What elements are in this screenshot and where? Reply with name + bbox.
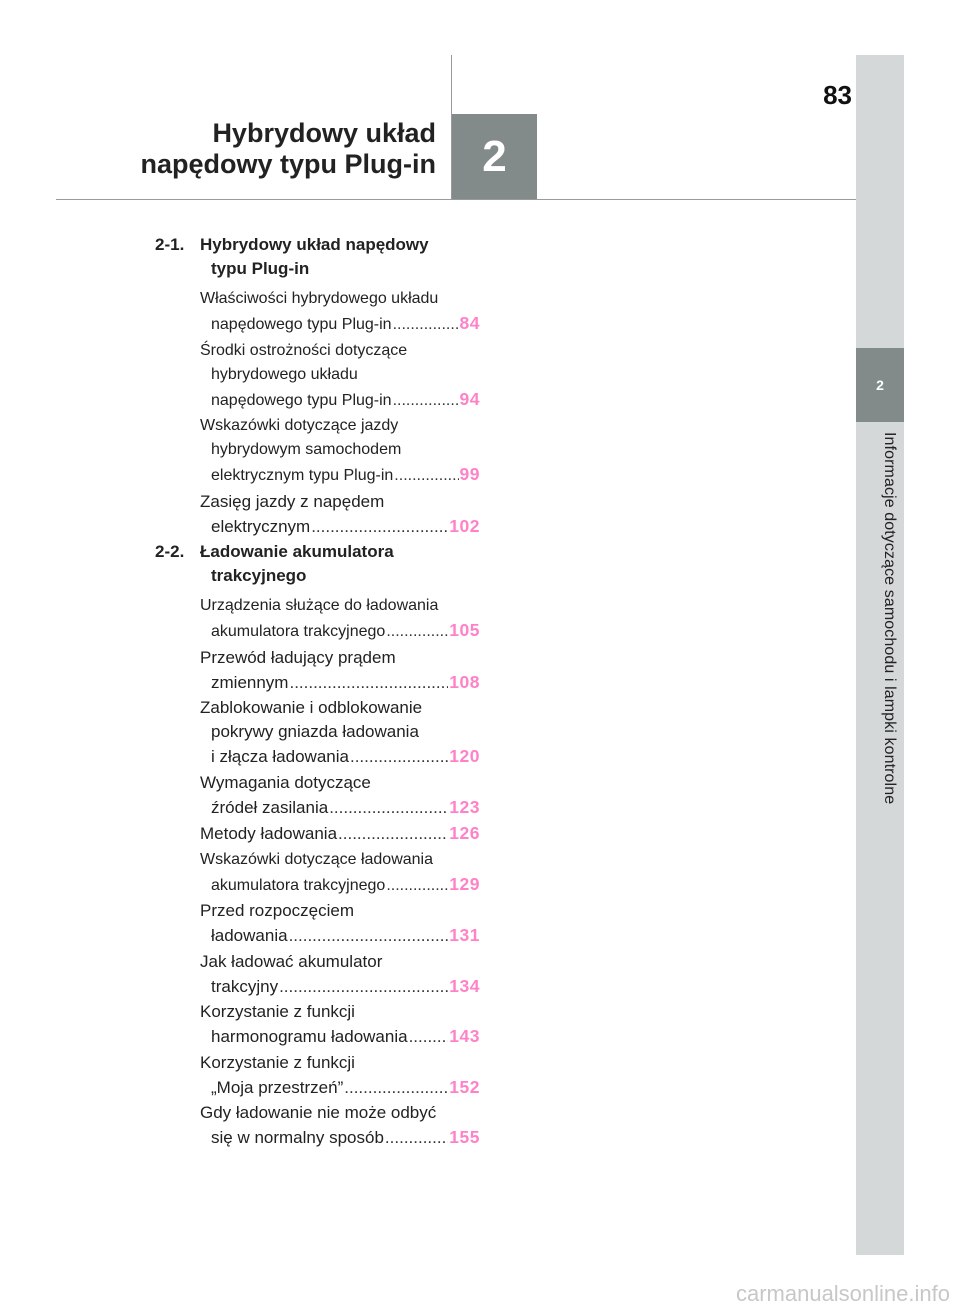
toc-entry-text: Przed rozpoczęciem (200, 901, 355, 920)
chapter-number-box: 2 (452, 114, 537, 199)
toc-page-link[interactable]: 126 (449, 823, 480, 843)
toc-section-title[interactable]: Hybrydowy układ napędowy (200, 235, 429, 254)
dot-leader (394, 464, 458, 488)
toc-section-title[interactable]: typu Plug-in (211, 259, 310, 278)
toc-entry-text: hybrydowym samochodem (211, 441, 402, 458)
toc-entry[interactable] (200, 339, 480, 413)
toc-page-link[interactable]: 105 (449, 620, 480, 640)
dot-leader (329, 796, 448, 820)
toc-entry-text: Jak ładować akumulator (200, 951, 383, 971)
dot-leader (386, 620, 448, 644)
side-tab-number[interactable]: 2 (856, 348, 904, 422)
toc-page-link[interactable]: 99 (459, 464, 480, 484)
toc-entry[interactable] (200, 771, 480, 820)
toc-page-link[interactable]: 102 (449, 515, 480, 536)
toc-entry[interactable] (200, 1000, 480, 1049)
dot-leader (350, 745, 448, 769)
dot-leader (385, 1126, 448, 1150)
toc-entry-text: Przewód ładujący prądem (200, 647, 396, 667)
toc-section (155, 540, 480, 588)
toc-entry-text: Wskazówki dotyczące jazdy (200, 417, 399, 434)
toc-entry-text: ładowania (211, 926, 288, 945)
toc-entry[interactable] (200, 1051, 480, 1100)
toc-entry[interactable] (200, 594, 480, 644)
toc-page-link[interactable]: 134 (449, 975, 480, 996)
toc-entry-text: elektrycznym typu Plug-in (211, 467, 394, 484)
toc-entry-text: Gdy ładowanie nie może odbyć (200, 1103, 437, 1122)
toc-entry-text: źródeł zasilania (211, 797, 329, 817)
toc-entry-text: Wymagania dotyczące (200, 772, 371, 792)
dot-leader (338, 822, 448, 846)
toc-section-title[interactable]: Ładowanie akumulatora (200, 542, 394, 561)
header-divider-horizontal (56, 199, 856, 200)
toc-entry-text: hybrydowego układu (211, 365, 358, 383)
watermark: carmanualsonline.info (735, 1281, 950, 1306)
toc-entry-text: Zasięg jazdy z napędem (200, 491, 385, 511)
toc-entry-text: napędowego typu Plug-in (211, 316, 392, 333)
toc-entry[interactable] (200, 899, 480, 948)
dot-leader (344, 1076, 448, 1100)
toc-section-number: 2-2. (155, 542, 185, 561)
toc-entry[interactable] (200, 490, 480, 539)
toc-entry-text: napędowego typu Plug-in (211, 391, 392, 409)
chapter-title-line: Hybrydowy układ (212, 118, 436, 148)
table-of-contents (155, 233, 480, 1152)
toc-entry[interactable] (200, 287, 480, 337)
toc-page-link[interactable]: 94 (459, 388, 480, 409)
dot-leader (289, 924, 449, 948)
toc-entry-text: zmiennym (211, 672, 289, 692)
toc-entry[interactable] (200, 848, 480, 898)
dot-leader (409, 1025, 449, 1049)
page-number: 83 (823, 80, 852, 110)
toc-entry-text: Środki ostrożności dotyczące (200, 341, 408, 359)
toc-entry[interactable] (200, 696, 480, 769)
toc-entry[interactable] (200, 950, 480, 999)
dot-leader (289, 671, 448, 695)
toc-entry-text: „Moja przestrzeń” (211, 1077, 344, 1097)
toc-entry-text: trakcyjny (211, 976, 279, 996)
dot-leader (311, 515, 448, 539)
side-tab-label: Informacje dotyczące samochodu i lampki kontrolne (881, 432, 898, 805)
toc-entry-text: Właściwości hybrydowego układu (200, 290, 439, 307)
toc-page-link[interactable]: 129 (449, 873, 480, 894)
toc-entry-text: akumulatora trakcyjnego (211, 876, 386, 894)
toc-entry-text: i złącza ładowania (211, 747, 349, 766)
toc-page-link[interactable]: 123 (449, 796, 480, 817)
toc-section-number: 2-1. (155, 235, 185, 254)
dot-leader (386, 874, 448, 898)
dot-leader (279, 975, 448, 999)
chapter-title (120, 118, 436, 180)
toc-section (155, 233, 480, 281)
dot-leader (393, 313, 459, 337)
toc-entry-text: się w normalny sposób (211, 1128, 384, 1147)
toc-entry-text: akumulatora trakcyjnego (211, 623, 386, 640)
toc-entry-text: Urządzenia służące do ładowania (200, 597, 439, 614)
toc-entry-text: Wskazówki dotyczące ładowania (200, 850, 433, 868)
toc-entry[interactable] (200, 1101, 480, 1150)
toc-entry-text: Korzystanie z funkcji (200, 1002, 355, 1021)
chapter-title-line: napędowy typu Plug-in (140, 149, 436, 179)
toc-entry-text: Metody ładowania (200, 824, 338, 843)
toc-section-title[interactable]: trakcyjnego (211, 566, 307, 585)
toc-entry[interactable] (200, 821, 480, 846)
toc-page-link[interactable]: 108 (449, 671, 480, 692)
toc-entry[interactable] (200, 414, 480, 488)
toc-entry[interactable] (200, 646, 480, 695)
dot-leader (393, 389, 459, 413)
toc-entry-text: Korzystanie z funkcji (200, 1052, 355, 1072)
toc-page-link[interactable]: 155 (449, 1127, 480, 1147)
toc-entry-text: elektrycznym (211, 516, 311, 536)
toc-page-link[interactable]: 84 (459, 313, 480, 333)
toc-page-link[interactable]: 120 (449, 746, 480, 766)
toc-entry-text: pokrywy gniazda ładowania (211, 722, 419, 741)
toc-entry-text: harmonogramu ładowania (211, 1027, 408, 1046)
toc-page-link[interactable]: 131 (449, 925, 480, 945)
toc-entry-text: Zablokowanie i odblokowanie (200, 698, 423, 717)
toc-page-link[interactable]: 152 (449, 1076, 480, 1097)
toc-page-link[interactable]: 143 (449, 1026, 480, 1046)
